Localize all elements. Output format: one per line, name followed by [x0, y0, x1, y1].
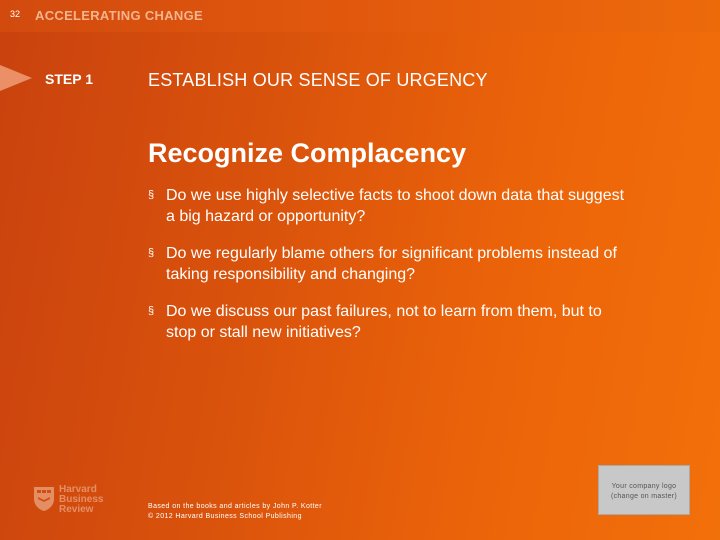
logo-placeholder-line: Your company logo — [611, 483, 677, 490]
page-number: 32 — [10, 9, 21, 19]
step-label: STEP 1 — [45, 71, 93, 87]
section-heading: ESTABLISH OUR SENSE OF URGENCY — [148, 70, 488, 90]
hbr-wordmark — [59, 485, 103, 515]
bullet-marker-icon: § — [148, 247, 155, 259]
harvard-business-review-logo — [33, 485, 123, 517]
hbr-line: Business — [59, 494, 104, 505]
bullet-marker-icon: § — [148, 189, 155, 201]
bullet-item — [148, 301, 628, 343]
slide-title: Recognize Complacency — [148, 138, 467, 168]
logo-placeholder-text — [599, 482, 689, 502]
copyright-line: © 2012 Harvard Business School Publishing — [148, 513, 302, 520]
bullet-text: Do we regularly blame others for significant problems instead of taking responsibility and changing? — [166, 245, 617, 283]
bullet-text: Do we discuss our past failures, not to learn from them, but to stop or stall new initiatives? — [166, 303, 602, 341]
credit-line: Based on the books and articles by John P. Kotter — [148, 503, 322, 510]
bullet-text: Do we use highly selective facts to shoot down data that suggest a big hazard or opportunity? — [166, 187, 625, 225]
logo-placeholder-line: (change on master) — [610, 493, 678, 500]
bullet-marker-icon: § — [148, 305, 155, 317]
footer-credit — [148, 502, 322, 522]
bullet-list — [148, 185, 628, 359]
company-logo-placeholder — [598, 465, 690, 515]
top-bar — [0, 0, 720, 32]
shield-icon — [33, 486, 55, 512]
step-arrow-icon — [0, 65, 32, 91]
hbr-line: Harvard — [59, 484, 97, 495]
hbr-line: Review — [59, 504, 94, 515]
deck-title: ACCELERATING CHANGE — [35, 8, 203, 23]
bullet-item — [148, 243, 628, 285]
bullet-item — [148, 185, 628, 227]
